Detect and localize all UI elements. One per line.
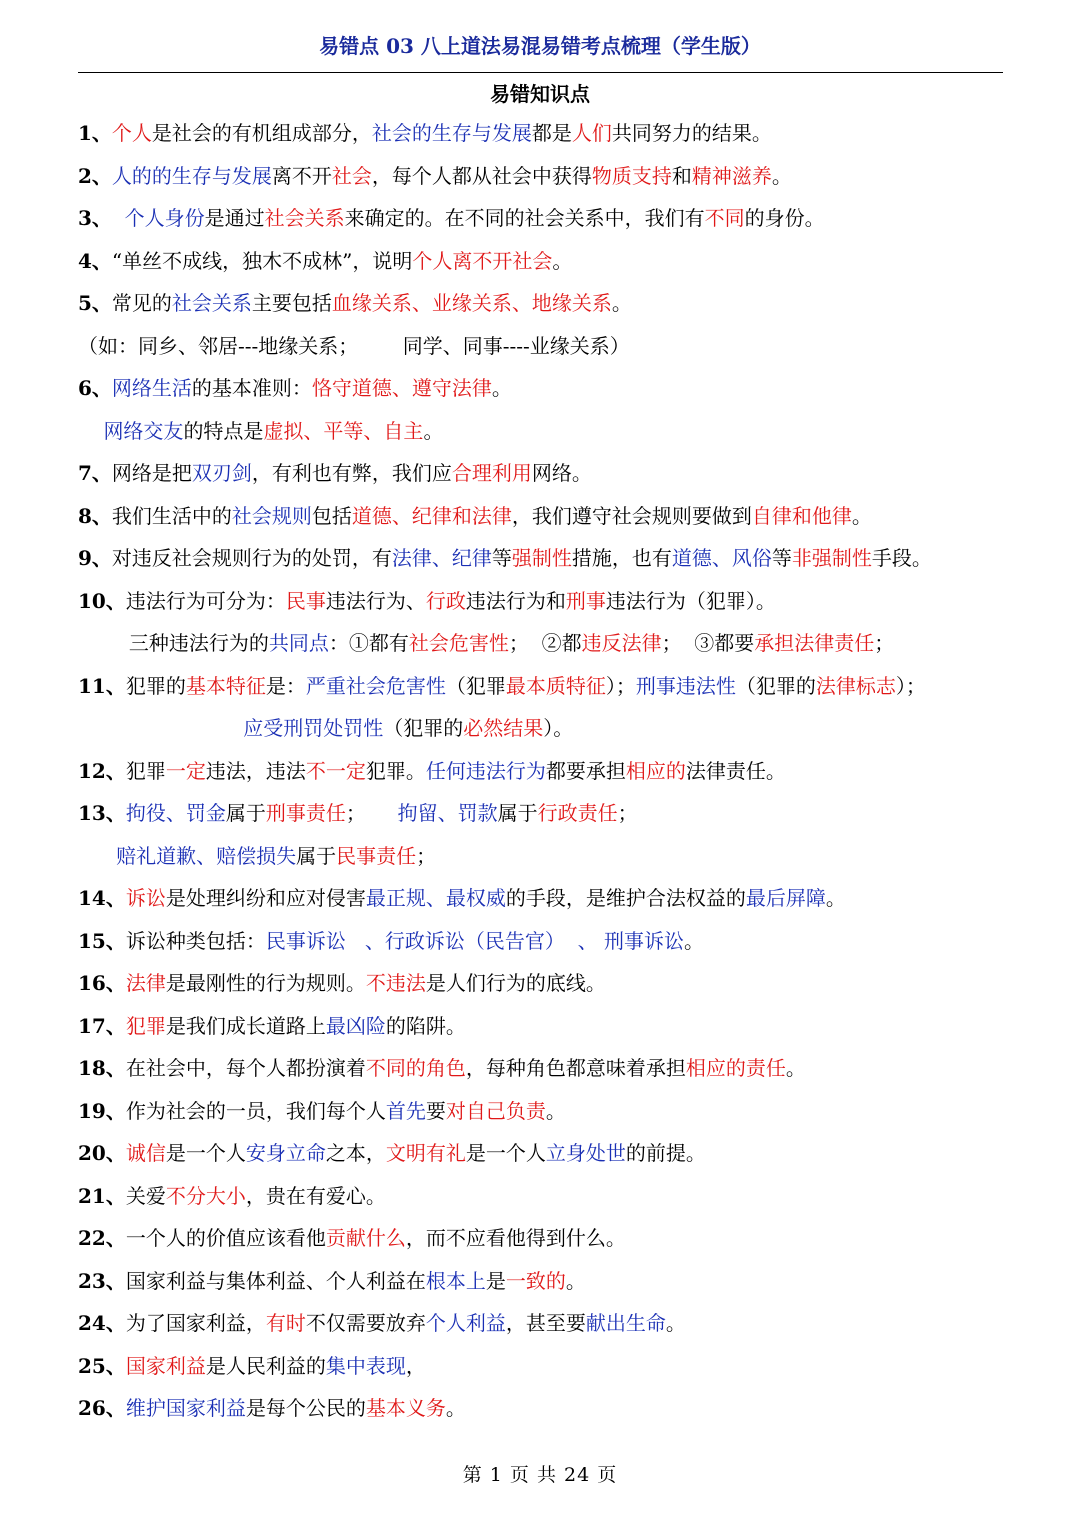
highlighted-term: 相应的责任 <box>685 1056 786 1080</box>
highlighted-term: 一定 <box>165 758 206 783</box>
highlighted-term: 诉讼 <box>125 886 166 910</box>
knowledge-point-line <box>78 665 1008 708</box>
point-text: 属于 <box>296 843 337 868</box>
point-text: 是 <box>485 1268 506 1293</box>
highlighted-term: 诚信 <box>125 1141 166 1165</box>
point-number: 2、 <box>78 163 112 188</box>
highlighted-term: 行政责任 <box>537 801 618 825</box>
point-text: 都要承担 <box>545 758 626 783</box>
point-number: 20、 <box>78 1141 126 1165</box>
highlighted-term: 个人 <box>111 121 152 145</box>
highlighted-term: 最正规、最权威 <box>365 886 506 910</box>
point-text: ：①都有 <box>328 631 409 655</box>
knowledge-point-line <box>78 325 1008 368</box>
highlighted-term: 双刃剑 <box>191 461 252 485</box>
point-text: 的陷阱。 <box>385 1013 466 1038</box>
point-text: 。 <box>771 163 792 188</box>
point-text: 违法行为和 <box>465 588 566 613</box>
highlighted-term: 共同点 <box>268 631 329 655</box>
point-number: 14、 <box>78 886 126 910</box>
point-text: 是通过 <box>204 206 265 230</box>
point-text: 和 <box>671 163 692 188</box>
point-text: 为了国家利益， <box>125 1311 266 1335</box>
point-text: 违法，违法 <box>205 758 306 783</box>
highlighted-term: 违反法律 <box>581 631 662 655</box>
point-text <box>78 419 103 443</box>
point-text: 在社会中，每个人都扮演着 <box>125 1056 366 1080</box>
highlighted-term: 精神滋养 <box>691 163 772 188</box>
knowledge-point-line <box>78 112 1008 155</box>
highlighted-term: 拘留、罚款 <box>397 801 498 825</box>
point-number: 24、 <box>78 1311 126 1335</box>
point-number: 22、 <box>78 1226 126 1250</box>
point-text: 。 <box>491 376 512 400</box>
knowledge-point-line <box>78 920 1008 963</box>
point-text: （犯罪的 <box>735 673 816 698</box>
highlighted-term: 民事责任 <box>336 843 417 868</box>
point-text: 是社会的有机组成部分， <box>151 121 372 145</box>
highlighted-term: 社会的生存与发展 <box>371 121 532 145</box>
point-text: ）； <box>605 673 636 698</box>
point-text: 作为社会的一员，我们每个人 <box>125 1098 386 1123</box>
point-text: 国家利益与集体利益、个人利益在 <box>125 1268 426 1293</box>
highlighted-term: 血缘关系、业缘关系、地缘关系 <box>331 291 612 315</box>
point-number: 7、 <box>78 461 112 485</box>
point-text: 等 <box>771 546 792 570</box>
point-text: ； <box>416 843 437 868</box>
point-text: （如：同乡、邻居---地缘关系； 同学、同事----业缘关系） <box>78 333 630 358</box>
point-text: ，有利也有弊，我们应 <box>251 461 452 485</box>
highlighted-term: 社会规则 <box>231 503 312 528</box>
highlighted-term: 虚拟、平等、自主 <box>263 418 424 443</box>
point-text: 是人民利益的 <box>205 1353 326 1378</box>
point-text: 等 <box>491 546 512 570</box>
point-text: 。 <box>552 248 573 273</box>
point-text: 网络是把 <box>111 461 192 485</box>
point-text: 要 <box>425 1098 446 1123</box>
point-number: 25、 <box>78 1353 126 1378</box>
point-number: 21、 <box>78 1183 126 1208</box>
point-text: ，每个人都从社会中获得 <box>371 163 592 188</box>
point-number: 18、 <box>78 1056 126 1080</box>
highlighted-term: 最本质特征 <box>505 673 606 698</box>
point-text: ； ②都 <box>508 631 582 655</box>
point-number: 23、 <box>78 1268 126 1293</box>
point-number: 3、 <box>78 206 112 230</box>
point-text: 措施，也有 <box>571 546 672 570</box>
point-number: 8、 <box>78 503 112 528</box>
highlighted-term: 社会 <box>331 163 372 188</box>
point-text <box>78 716 243 740</box>
point-text: 我们生活中的 <box>111 503 232 528</box>
point-text: 犯罪的 <box>125 673 186 698</box>
knowledge-point-line <box>78 622 1008 665</box>
point-text: 。 <box>611 291 632 315</box>
section-heading: 易错知识点 <box>490 82 590 106</box>
knowledge-point-line <box>78 962 1008 1005</box>
highlighted-term: 人的的生存与发展 <box>111 163 272 188</box>
point-text: 是人们行为的底线。 <box>425 971 606 995</box>
knowledge-point-line <box>78 1387 1008 1430</box>
point-number: 5、 <box>78 291 112 315</box>
highlighted-term: 赔礼道歉、赔偿损失 <box>116 843 297 868</box>
highlighted-term: 恪守道德、遵守法律 <box>311 376 492 400</box>
knowledge-point-line <box>78 197 1008 240</box>
highlighted-term: 基本义务 <box>365 1396 446 1420</box>
point-text: 不仅需要放弃 <box>305 1311 426 1335</box>
highlighted-term: 不一定 <box>305 758 366 783</box>
knowledge-point-line <box>78 1047 1008 1090</box>
highlighted-term: 个人身份 <box>111 206 205 230</box>
point-text: “单丝不成线，独木不成林”，说明 <box>111 248 413 273</box>
highlighted-term: 人们 <box>571 121 612 145</box>
highlighted-term: 社会关系 <box>264 206 345 230</box>
point-text: 。 <box>825 886 846 910</box>
highlighted-term: 社会关系 <box>171 291 252 315</box>
knowledge-point-line <box>78 1345 1008 1388</box>
point-text: 网络。 <box>531 461 592 485</box>
highlighted-term: 根本上 <box>425 1268 486 1293</box>
page-footer: 第 1 页 共 24 页 <box>462 1464 618 1486</box>
highlighted-term: 物质支持 <box>591 163 672 188</box>
point-text: 手段。 <box>871 546 932 570</box>
highlighted-term: 网络生活 <box>111 376 192 400</box>
point-number: 4、 <box>78 248 112 273</box>
knowledge-point-line <box>78 410 1008 453</box>
highlighted-term: 民事 <box>285 588 326 613</box>
highlighted-term: 不同的角色 <box>365 1056 466 1080</box>
point-number: 9、 <box>78 546 112 570</box>
highlighted-term: 一致的 <box>505 1268 566 1293</box>
point-text: 是： <box>265 673 306 698</box>
point-number: 11、 <box>78 673 126 698</box>
point-text: 是一个人 <box>165 1141 246 1165</box>
point-text: ； ③都要 <box>661 631 755 655</box>
highlighted-term: 国家利益 <box>125 1353 206 1378</box>
point-text: 都是 <box>531 121 572 145</box>
point-text: 犯罪 <box>125 758 166 783</box>
point-text: 是一个人 <box>465 1141 546 1165</box>
point-text: 是每个公民的 <box>245 1396 366 1420</box>
point-text: 对违反社会规则行为的处罚，有 <box>111 546 392 570</box>
knowledge-point-line <box>78 1260 1008 1303</box>
highlighted-term: 对自己负责 <box>445 1098 546 1123</box>
highlighted-term: 合理利用 <box>451 461 532 485</box>
point-text: 是最刚性的行为规则。 <box>165 971 366 995</box>
highlighted-term: 基本特征 <box>185 673 266 698</box>
point-text: 是我们成长道路上 <box>165 1013 326 1038</box>
point-text: 来确定的。在不同的社会关系中，我们有 <box>344 206 705 230</box>
title-divider <box>78 72 1003 73</box>
highlighted-term: 最凶险 <box>325 1013 386 1038</box>
highlighted-term: 最后屏障 <box>745 886 826 910</box>
highlighted-term: 个人利益 <box>425 1311 506 1335</box>
point-text: 违法行为、 <box>325 588 426 613</box>
highlighted-term: 道德、风俗 <box>671 546 772 570</box>
point-text: 。 <box>684 928 704 953</box>
point-text <box>78 844 116 868</box>
highlighted-term: 承担法律责任 <box>754 631 875 655</box>
highlighted-term: 贡献什么 <box>325 1226 406 1250</box>
knowledge-point-line <box>78 1005 1008 1048</box>
point-text: ， <box>405 1353 426 1378</box>
knowledge-point-line <box>78 835 1008 878</box>
highlighted-term: 有时 <box>265 1311 306 1335</box>
point-text: 犯罪。 <box>365 758 426 783</box>
point-number: 1、 <box>78 121 112 145</box>
point-text: （犯罪 <box>445 673 506 698</box>
point-number: 6、 <box>78 376 112 400</box>
point-text: ，我们遵守社会规则要做到 <box>511 503 752 528</box>
point-text: 。 <box>851 503 872 528</box>
point-text: 。 <box>665 1311 686 1335</box>
knowledge-point-line <box>78 1090 1008 1133</box>
knowledge-point-line <box>78 580 1008 623</box>
point-text: ； <box>345 801 398 825</box>
knowledge-point-line <box>78 707 1008 750</box>
knowledge-point-line <box>78 495 1008 538</box>
highlighted-term: 严重社会危害性 <box>305 673 446 698</box>
point-number: 10、 <box>78 588 126 613</box>
point-text: 。 <box>545 1098 566 1123</box>
knowledge-point-line <box>78 1132 1008 1175</box>
point-number: 15、 <box>78 928 126 953</box>
point-text: 主要包括 <box>251 291 332 315</box>
point-text: 。 <box>565 1268 586 1293</box>
highlighted-term: 集中表现 <box>325 1353 406 1378</box>
highlighted-term: 非强制性 <box>791 546 872 570</box>
point-text: 的基本准则： <box>191 376 312 400</box>
point-text: 离不开 <box>271 163 332 188</box>
highlighted-term: 个人离不开社会 <box>412 248 553 273</box>
point-text: ，贵在有爱心。 <box>245 1183 386 1208</box>
point-text: ，每种角色都意味着承担 <box>465 1056 686 1080</box>
highlighted-term: 任何违法行为 <box>425 758 546 783</box>
highlighted-term: 相应的 <box>625 758 686 783</box>
point-number: 12、 <box>78 758 126 783</box>
highlighted-term: 刑事违法性 <box>635 673 736 698</box>
point-text: 诉讼种类包括： <box>125 928 266 953</box>
highlighted-term: 社会危害性 <box>408 631 509 655</box>
point-number: 13、 <box>78 801 126 825</box>
point-text: 的前提。 <box>625 1141 706 1165</box>
point-text: 。 <box>445 1396 466 1420</box>
highlighted-term: 犯罪 <box>125 1013 166 1038</box>
knowledge-points-list <box>78 112 1008 1430</box>
point-text: 一个人的价值应该看他 <box>125 1226 326 1250</box>
highlighted-term: 法律标志 <box>815 673 896 698</box>
highlighted-term: 应受刑罚处罚性 <box>243 716 384 740</box>
highlighted-term: 不违法 <box>365 971 426 995</box>
point-text: （犯罪的 <box>383 716 464 740</box>
knowledge-point-line <box>78 1217 1008 1260</box>
point-text: 共同努力的结果。 <box>611 121 772 145</box>
point-text: ； <box>617 801 638 825</box>
highlighted-term: 刑事责任 <box>265 801 346 825</box>
point-text: 。 <box>785 1056 806 1080</box>
point-text: 的特点是 <box>183 418 264 443</box>
point-text: 关爱 <box>125 1183 166 1208</box>
document-title: 易错点 03 八上道法易混易错考点梳理（学生版） <box>319 34 761 58</box>
highlighted-term: 必然结果 <box>463 716 544 740</box>
highlighted-term: 献出生命 <box>585 1311 666 1335</box>
highlighted-term: 法律 <box>125 971 166 995</box>
point-text: 的手段，是维护合法权益的 <box>505 886 746 910</box>
knowledge-point-line <box>78 750 1008 793</box>
point-text: 之本， <box>325 1141 386 1165</box>
knowledge-point-line <box>78 1302 1008 1345</box>
knowledge-point-line <box>78 877 1008 920</box>
point-text: 属于 <box>497 801 538 825</box>
point-text: 法律责任。 <box>685 758 786 783</box>
highlighted-term: 刑事 <box>565 588 606 613</box>
point-text: 。 <box>423 418 444 443</box>
point-text: 的身份。 <box>744 206 825 230</box>
highlighted-term: 法律、纪律 <box>391 546 492 570</box>
point-number: 16、 <box>78 971 126 995</box>
point-text: 违法行为可分为： <box>125 588 286 613</box>
highlighted-term: 维护国家利益 <box>125 1396 246 1420</box>
point-text: ； <box>874 631 895 655</box>
point-number: 26、 <box>78 1396 126 1420</box>
knowledge-point-line <box>78 155 1008 198</box>
highlighted-term: 立身处世 <box>545 1141 626 1165</box>
knowledge-point-line <box>78 452 1008 495</box>
highlighted-term: 自律和他律 <box>751 503 852 528</box>
point-text: 包括 <box>311 503 352 528</box>
knowledge-point-line <box>78 240 1008 283</box>
point-text: ）。 <box>543 716 574 740</box>
point-text: 违法行为（犯罪）。 <box>605 588 776 613</box>
knowledge-point-line <box>78 1175 1008 1218</box>
highlighted-term: 文明有礼 <box>385 1141 466 1165</box>
point-number: 19、 <box>78 1098 126 1123</box>
highlighted-term: 行政 <box>425 588 466 613</box>
highlighted-term: 民事诉讼 、行政诉讼（民告官） 、 刑事诉讼 <box>265 928 684 953</box>
point-text: ，甚至要 <box>505 1311 586 1335</box>
highlighted-term: 拘役、罚金 <box>125 801 226 825</box>
point-text: 属于 <box>225 801 266 825</box>
knowledge-point-line <box>78 792 1008 835</box>
point-text: ）； <box>895 673 926 698</box>
point-text: 三种违法行为的 <box>78 631 269 655</box>
point-text: 是处理纠纷和应对侵害 <box>165 886 366 910</box>
knowledge-point-line <box>78 537 1008 580</box>
highlighted-term: 强制性 <box>511 546 572 570</box>
highlighted-term: 首先 <box>385 1098 426 1123</box>
highlighted-term: 不同 <box>704 206 745 230</box>
highlighted-term: 安身立命 <box>245 1141 326 1165</box>
highlighted-term: 不分大小 <box>165 1183 246 1208</box>
knowledge-point-line <box>78 282 1008 325</box>
point-text: ，而不应看他得到什么。 <box>405 1226 626 1250</box>
highlighted-term: 道德、纪律和法律 <box>351 503 512 528</box>
highlighted-term: 网络交友 <box>103 418 184 443</box>
knowledge-point-line <box>78 367 1008 410</box>
point-text: 常见的 <box>111 291 172 315</box>
point-number: 17、 <box>78 1013 126 1038</box>
